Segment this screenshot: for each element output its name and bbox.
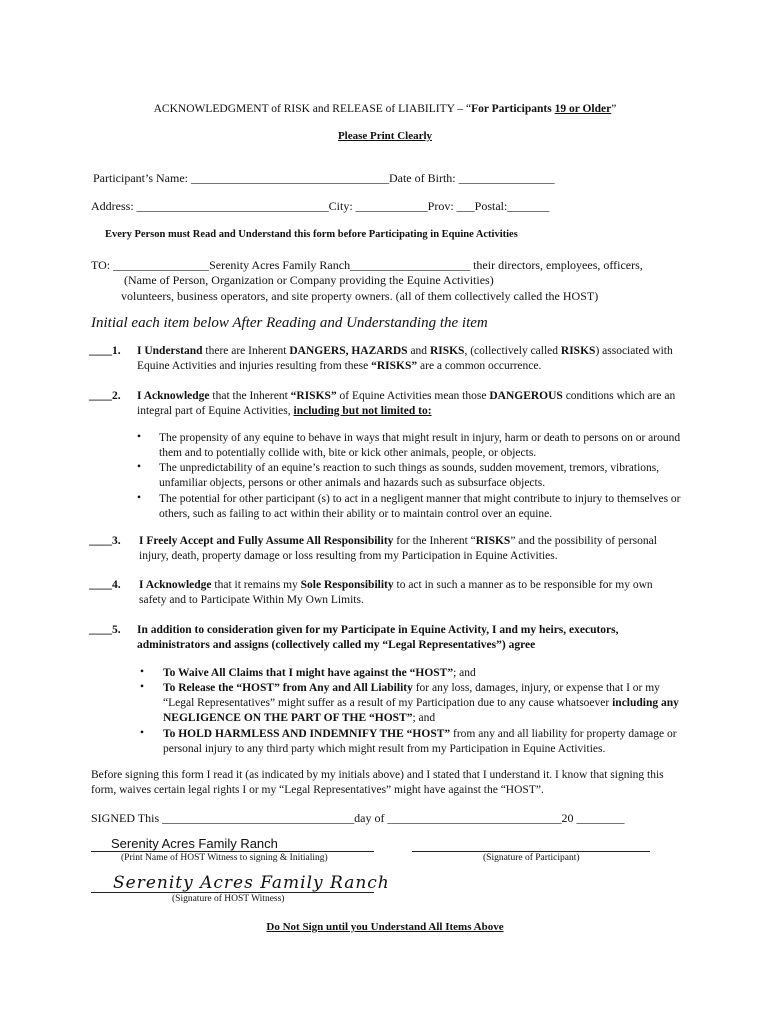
item-1-line-1: I Understand there are Inherent DANGERS, HAZARDS and RISKS, (collectively called RISKS) associated with [137, 345, 673, 357]
item-5-line-1: In addition to consideration given for my Participate in Equine Activity, I and my heirs, executors, [137, 624, 619, 636]
item-5-bullet-3: To HOLD HARMLESS AND INDEMNIFY THE “HOST” from any and all liability for property damage or personal injury to any third party which might result from my Participation in Equine Activities. [163, 728, 677, 755]
item-2-initial-field[interactable]: ____2. [89, 390, 121, 402]
bullet-icon: • [140, 681, 145, 693]
title-prefix: ACKNOWLEDGMENT of RISK and RELEASE of LIABILITY – “ [153, 103, 472, 115]
closing-line-1: Before signing this form I read it (as indicated by my initials above) and I stated that I understand it. I know that signing this [91, 769, 664, 781]
title-participants: For Participants [471, 103, 555, 115]
host-witness-signature-caption: (Signature of HOST Witness) [172, 894, 285, 904]
bullet-icon: • [140, 727, 145, 739]
item-2-bullet-2-line-1: The unpredictability of an equine’s reaction to such things as sounds, sudden movement, tremors, vibrations, [159, 462, 660, 474]
bullet-icon: • [140, 666, 145, 678]
item-3-initial-field[interactable]: ____3. [89, 535, 121, 547]
host-witness-name-line[interactable] [91, 851, 374, 852]
item-4-line-1: I Acknowledge that it remains my Sole Responsibility to act in such a manner as to be responsible for my own [139, 579, 653, 591]
item-3-line-1: I Freely Accept and Fully Assume All Responsibility for the Inherent “RISKS” and the possibility of personal [139, 535, 657, 547]
item-2-line-1: I Acknowledge that the Inherent “RISKS” of Equine Activities mean those DANGEROUS conditions which are an [137, 390, 676, 402]
instruction-heading: Initial each item below After Reading and Understanding the item [91, 315, 488, 331]
item-4-text [139, 578, 653, 608]
item-2-bullet-1-line-2: them and to potentially collide with, bite or kick other animals, people, or objects. [159, 447, 537, 459]
closing-statement [91, 768, 664, 798]
item-2-line-2: integral part of Equine Activities, including but not limited to: [137, 405, 432, 417]
closing-line-2: form, waives certain legal rights I or my “Legal Representatives” might have against the “HOST”. [91, 784, 544, 796]
item-3-line-2: injury, death, property damage or loss resulting from my Participation in Equine Activities. [139, 550, 558, 562]
title-suffix: ” [611, 103, 617, 115]
item-5-initial-field[interactable]: ____5. [89, 624, 121, 636]
item-1-text [137, 344, 673, 374]
participant-signature-line[interactable] [412, 851, 650, 852]
item-2-bullet-3-line-1: The potential for other participant (s) to act in a negligent manner that might contribute to injury to themselves or [159, 493, 681, 505]
to-line: TO: ________________Serenity Acres Family Ranch____________________ their directors, employees, officers, [91, 258, 643, 272]
participant-signature-caption: (Signature of Participant) [483, 853, 580, 863]
item-2-bullet-3 [159, 492, 681, 522]
item-2-bullet-2-line-2: unfamiliar objects, persons or other animals and hazards such as subsurface objects. [159, 477, 546, 489]
title-age: 19 or Older [554, 103, 612, 115]
item-2-bullet-3-line-2: others, such as failing to act within their ability or to maintain control over an equine. [159, 508, 553, 520]
host-witness-printed-name: Serenity Acres Family Ranch [111, 836, 278, 851]
item-4-line-2: safety and to Participate Within My Own Limits. [139, 594, 364, 606]
item-1-line-2: Equine Activities and injuries resulting from these “RISKS” are a common occurrence. [137, 360, 542, 372]
item-2-bullet-1 [159, 431, 680, 461]
address-field[interactable]: Address: ________________________________City: ____________Prov: ___Postal:_______ [91, 199, 550, 213]
to-line-host: volunteers, business operators, and site property owners. (all of them collectively called the HOST) [121, 289, 599, 303]
item-4-initial-field[interactable]: ____4. [89, 579, 121, 591]
item-3-text [139, 534, 657, 564]
bullet-icon: • [137, 461, 142, 473]
item-2-text [137, 389, 675, 419]
host-witness-name-caption: (Print Name of HOST Witness to signing & Initialing) [121, 853, 328, 863]
item-5-text [137, 623, 619, 653]
item-5-bullet-2: To Release the “HOST” from Any and All Liability for any loss, damages, injury, or expense that I or my “Legal Representatives” might suffer as a result of my Participation due to any cause whatsoever including any NEGLIGENCE ON THE PART OF THE “HOST”; and [163, 682, 679, 724]
footer-warning: Do Not Sign until you Understand All Items Above [266, 921, 504, 933]
bullet-icon: • [137, 492, 142, 504]
every-person-notice: Every Person must Read and Understand this form before Participating in Equine Activities [105, 229, 518, 240]
host-witness-signature: Serenity Acres Family Ranch [113, 873, 390, 893]
bullet-icon: • [137, 431, 142, 443]
signed-date-field[interactable]: SIGNED This ________________________________day of _____________________________20 ________ [91, 811, 625, 825]
form-title [0, 103, 770, 115]
item-1-initial-field[interactable]: ____1. [89, 345, 121, 357]
to-line-caption: (Name of Person, Organization or Company providing the Equine Activities) [124, 273, 494, 287]
item-2-bullet-2 [159, 461, 659, 491]
item-2-bullet-1-line-1: The propensity of any equine to behave in ways that might result in injury, harm or death to persons on or around [159, 432, 681, 444]
participant-name-dob-field[interactable]: Participant’s Name: _________________________________Date of Birth: ________________ [93, 171, 555, 185]
item-5-bullet-1: To Waive All Claims that I might have against the “HOST”; and [163, 667, 476, 679]
item-5-line-2: administrators and assigns (collectively called my “Legal Representatives”) agree [137, 639, 536, 651]
print-clearly-note: Please Print Clearly [337, 130, 433, 142]
